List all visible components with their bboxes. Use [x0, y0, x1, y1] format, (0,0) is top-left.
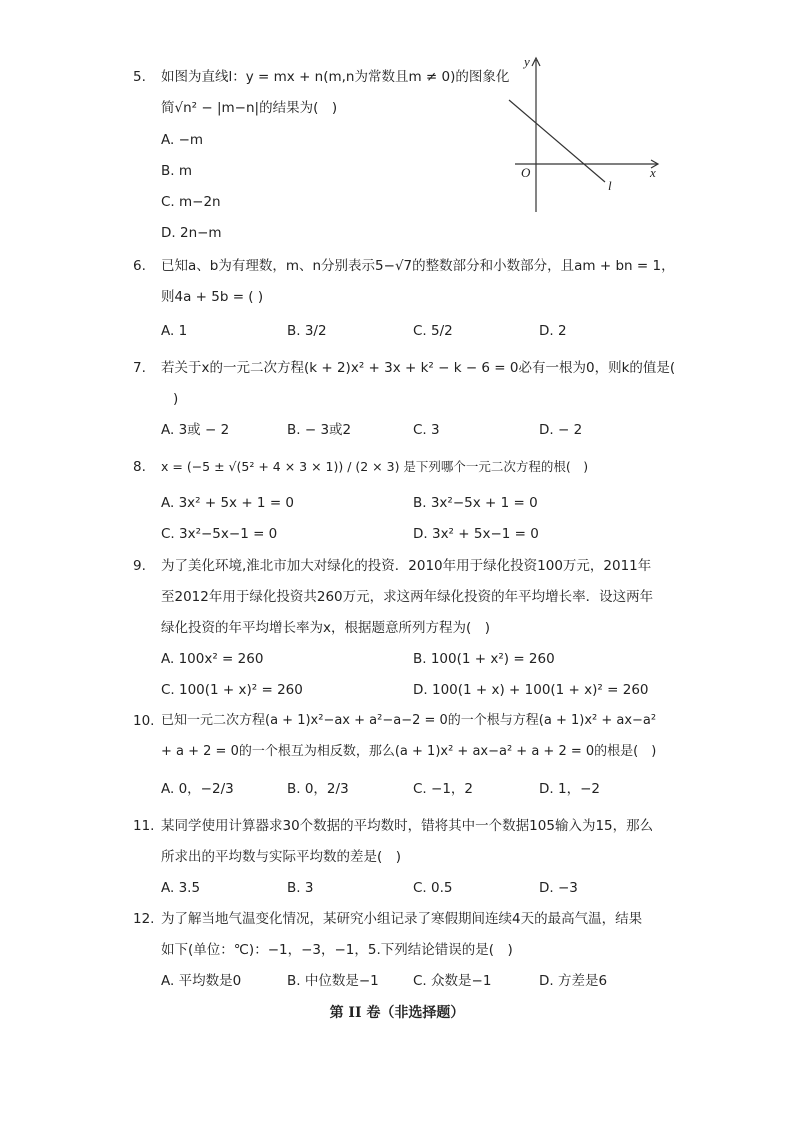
question-5-option-a: A. −m	[161, 132, 204, 148]
question-6-line-1: 已知a、b为有理数，m、n分别表示5−√7的整数部分和小数部分，且am + bn = 1，	[161, 258, 675, 274]
question-6-number: 6.	[133, 258, 146, 274]
question-9-line-2: 至2012年用于绿化投资共260万元，求这两年绿化投资的年平均增长率．设这两年	[161, 589, 654, 605]
question-9-option-c: C. 100(1 + x)² = 260	[161, 682, 303, 698]
question-9-option-d: D. 100(1 + x) + 100(1 + x)² = 260	[413, 682, 649, 698]
question-12-line-1: 为了解当地气温变化情况，某研究小组记录了寒假期间连续4天的最高气温，结果	[161, 911, 643, 927]
question-11-option-b: B. 3	[287, 880, 314, 896]
question-6-option-d: D. 2	[539, 323, 567, 339]
question-9-line-3: 绿化投资的年平均增长率为x，根据题意所列方程为( )	[161, 620, 491, 636]
question-8-option-c: C. 3x²−5x−1 = 0	[161, 526, 278, 542]
origin-label: O	[521, 165, 531, 180]
question-10-option-d: D. 1，−2	[539, 781, 600, 797]
question-8-option-d: D. 3x² + 5x−1 = 0	[413, 526, 539, 542]
question-7-line-2: )	[173, 391, 179, 407]
question-11-line-1: 某同学使用计算器求30个数据的平均数时，错将其中一个数据105输入为15，那么	[161, 818, 654, 834]
question-10-line-1: 已知一元二次方程(a + 1)x²−ax + a²−a−2 = 0的一个根与方程(a + 1)x² + ax−a²	[161, 713, 657, 728]
question-11-line-2: 所求出的平均数与实际平均数的差是( )	[161, 849, 402, 865]
y-axis-label: y	[524, 54, 530, 69]
section-title: 第 II 卷（非选择题）	[329, 1005, 465, 1021]
question-10-option-a: A. 0，−2/3	[161, 781, 234, 797]
question-7-option-b: B. − 3或2	[287, 422, 352, 438]
question-12-line-2: 如下(单位：℃)：−1，−3，−1，5.下列结论错误的是( )	[161, 942, 513, 958]
line-label: l	[608, 178, 612, 193]
question-11-number: 11.	[133, 818, 155, 834]
question-11-option-a: A. 3.5	[161, 880, 201, 896]
question-6-option-c: C. 5/2	[413, 323, 453, 339]
x-axis-label: x	[650, 165, 656, 180]
question-8-line-1: x = (−5 ± √(5² + 4 × 3 × 1)) / (2 × 3) 是下列哪个一元二次方程的根( )	[161, 459, 589, 474]
question-10-option-b: B. 0，2/3	[287, 781, 349, 797]
question-7-option-a: A. 3或 − 2	[161, 422, 230, 438]
question-10-line-2: + a + 2 = 0的一个根互为相反数，那么(a + 1)x² + ax−a² + a + 2 = 0的根是( )	[161, 744, 657, 759]
question-6-option-a: A. 1	[161, 323, 188, 339]
question-10-number: 10.	[133, 713, 155, 729]
question-5-line-1: 如图为直线l：y = mx + n(m,n为常数且m ≠ 0)的图象化	[161, 69, 510, 85]
question-6-option-b: B. 3/2	[287, 323, 327, 339]
question-12-option-b: B. 中位数是−1	[287, 973, 379, 989]
question-12-option-a: A. 平均数是0	[161, 973, 242, 989]
question-12-option-c: C. 众数是−1	[413, 973, 492, 989]
question-6-line-2: 则4a + 5b = ( )	[161, 289, 264, 305]
question-9-number: 9.	[133, 558, 146, 574]
question-7-number: 7.	[133, 360, 146, 376]
line-graph-figure	[505, 52, 665, 222]
question-7-option-c: C. 3	[413, 422, 440, 438]
question-9-option-a: A. 100x² = 260	[161, 651, 264, 667]
question-5-option-b: B. m	[161, 163, 192, 179]
question-5-line-2: 简√n² − |m−n|的结果为( )	[161, 100, 338, 116]
question-8-option-b: B. 3x²−5x + 1 = 0	[413, 495, 538, 511]
question-11-option-c: C. 0.5	[413, 880, 453, 896]
question-10-option-c: C. −1，2	[413, 781, 473, 797]
question-9-option-b: B. 100(1 + x²) = 260	[413, 651, 555, 667]
question-7-option-d: D. − 2	[539, 422, 583, 438]
question-7-line-1: 若关于x的一元二次方程(k + 2)x² + 3x + k² − k − 6 = 0必有一根为0，则k的值是(	[161, 360, 676, 376]
question-5-option-d: D. 2n−m	[161, 225, 222, 241]
question-8-number: 8.	[133, 459, 146, 475]
question-9-line-1: 为了美化环境,淮北市加大对绿化的投资．2010年用于绿化投资100万元，2011年	[161, 558, 652, 574]
question-5-number: 5.	[133, 69, 146, 85]
question-11-option-d: D. −3	[539, 880, 578, 896]
question-12-option-d: D. 方差是6	[539, 973, 608, 989]
question-8-option-a: A. 3x² + 5x + 1 = 0	[161, 495, 295, 511]
question-12-number: 12.	[133, 911, 155, 927]
question-5-option-c: C. m−2n	[161, 194, 221, 210]
